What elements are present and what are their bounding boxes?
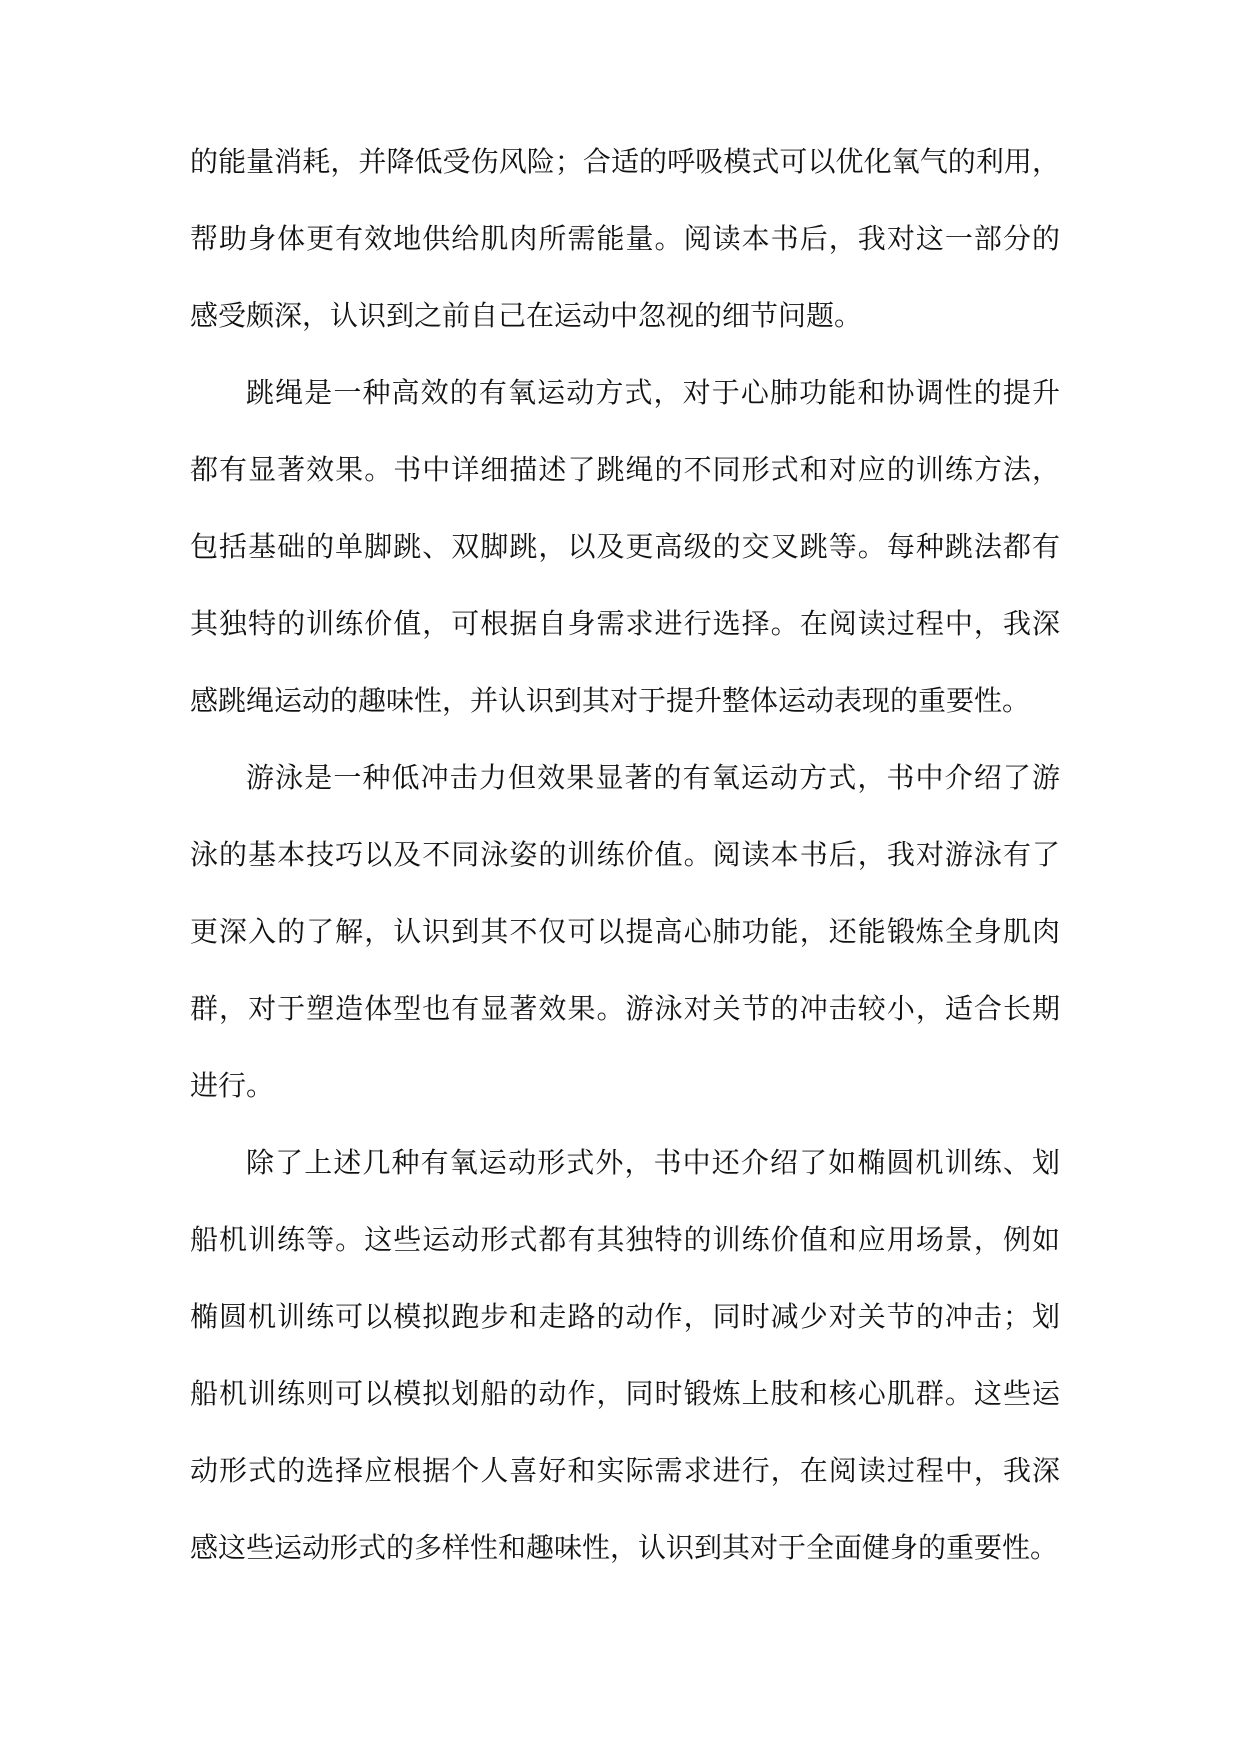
text-line: 船机训练等。这些运动形式都有其独特的训练价值和应用场景，例如 — [190, 1223, 1060, 1256]
text-line: 椭圆机训练可以模拟跑步和走路的动作，同时减少对关节的冲击；划 — [190, 1300, 1060, 1333]
text-line: 感跳绳运动的趣味性，并认识到其对于提升整体运动表现的重要性。 — [190, 684, 1031, 717]
paragraph-first-line: 跳绳是一种高效的有氧运动方式，对于心肺功能和协调性的提升 — [246, 376, 1060, 409]
text-line: 群，对于塑造体型也有显著效果。游泳对关节的冲击较小，适合长期 — [190, 992, 1060, 1025]
body-text — [190, 142, 1060, 1605]
text-line: 动形式的选择应根据个人喜好和实际需求进行，在阅读过程中，我深 — [190, 1454, 1060, 1487]
text-line: 进行。 — [190, 1069, 275, 1102]
text-line: 感这些运动形式的多样性和趣味性，认识到其对于全面健身的重要性。 — [190, 1531, 1059, 1564]
paragraph-first-line: 游泳是一种低冲击力但效果显著的有氧运动方式，书中介绍了游 — [246, 761, 1060, 794]
text-line: 都有显著效果。书中详细描述了跳绳的不同形式和对应的训练方法， — [190, 453, 1060, 486]
text-line: 包括基础的单脚跳、双脚跳，以及更高级的交叉跳等。每种跳法都有 — [190, 530, 1060, 563]
text-line: 感受颇深，认识到之前自己在运动中忽视的细节问题。 — [190, 299, 863, 332]
text-line: 其独特的训练价值，可根据自身需求进行选择。在阅读过程中，我深 — [190, 607, 1060, 640]
text-line: 泳的基本技巧以及不同泳姿的训练价值。阅读本书后，我对游泳有了 — [190, 838, 1060, 871]
text-line: 更深入的了解，认识到其不仅可以提高心肺功能，还能锻炼全身肌肉 — [190, 915, 1060, 948]
text-line: 帮助身体更有效地供给肌肉所需能量。阅读本书后，我对这一部分的 — [190, 222, 1060, 255]
text-line: 船机训练则可以模拟划船的动作，同时锻炼上肢和核心肌群。这些运 — [190, 1377, 1060, 1410]
paragraph-first-line: 除了上述几种有氧运动形式外，书中还介绍了如椭圆机训练、划 — [246, 1146, 1060, 1179]
text-line: 的能量消耗，并降低受伤风险；合适的呼吸模式可以优化氧气的利用， — [190, 145, 1060, 178]
